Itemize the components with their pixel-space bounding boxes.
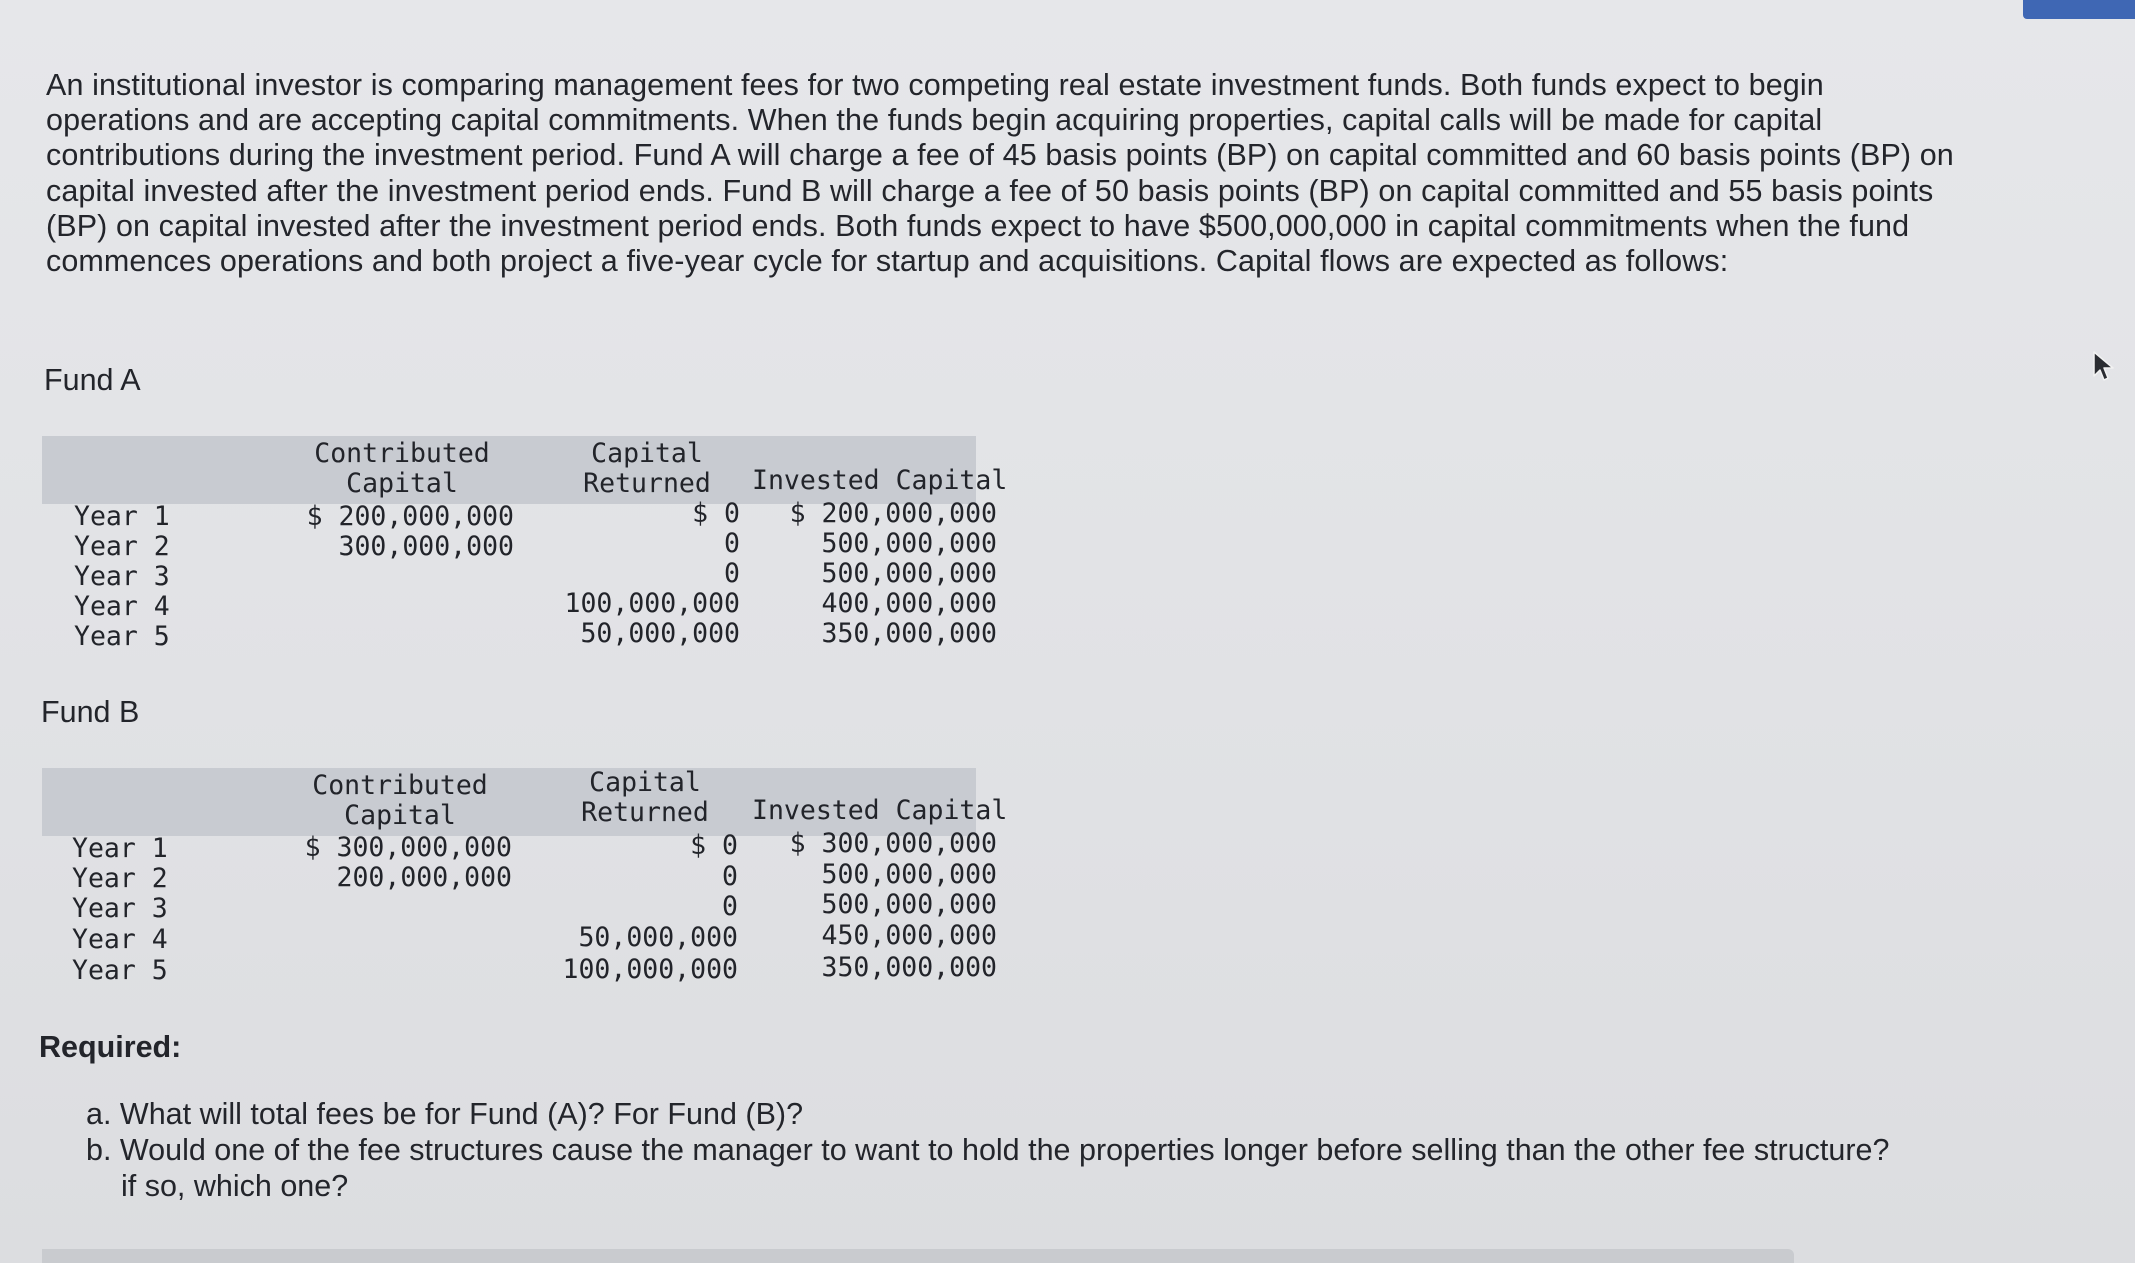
required-heading: Required: — [39, 1030, 182, 1064]
fund-b-returned-cell: 50,000,000 — [578, 922, 738, 953]
fund-b-year-cell: Year 1 — [72, 833, 168, 864]
fund-a-year-cell: Year 5 — [74, 621, 170, 652]
mouse-pointer-icon — [2092, 350, 2118, 382]
fund-a-header-contributed-line1: Contributed — [314, 438, 490, 469]
fund-a-returned-cell: 0 — [724, 528, 740, 559]
fund-a-returned-cell: 100,000,000 — [564, 588, 740, 619]
top-accent-bar — [2023, 0, 2135, 19]
fund-b-invested-cell: $ 300,000,000 — [789, 828, 997, 859]
fund-b-table — [42, 767, 1008, 988]
fund-a-returned-cell: 0 — [724, 558, 740, 589]
fund-b-returned-cell: $ 0 — [690, 830, 738, 861]
fund-b-year-cell: Year 3 — [72, 893, 168, 924]
fund-a-header-invested: Invested Capital — [752, 465, 1008, 496]
fund-b-returned-cell: 100,000,000 — [562, 954, 738, 985]
fund-a-contributed-cell: $ 200,000,000 — [306, 501, 514, 532]
fund-a-contributed-cell: 300,000,000 — [338, 531, 514, 562]
required-questions — [86, 1096, 1906, 1204]
fund-b-header-contributed-line2: Capital — [344, 800, 456, 831]
fund-b-header-invested: Invested Capital — [752, 795, 1008, 826]
fund-a-invested-cell: 500,000,000 — [821, 558, 997, 589]
problem-statement: An institutional investor is comparing management fees for two competing real estate investment funds. Both funds expect to begin operations and are accepting capital commitments. When the funds begin acquiring properties, capital calls will be made for capital contributions during the investment period. Fund A will charge a fee of 45 basis points (BP) on capital committed and 60 basis points (BP) on capital invested after the investment period ends. Fund B will charge a fee of 50 basis points (BP) on capital committed and 55 basis points (BP) on capital invested after the investment period ends. Both funds expect to have $500,000,000 in capital commitments when the fund commences operations and both project a five-year cycle for startup and acquisitions. Capital flows are expected as follows: — [46, 68, 1954, 279]
fund-b-invested-cell: 500,000,000 — [821, 859, 997, 890]
fund-b-invested-cell: 500,000,000 — [821, 889, 997, 920]
fund-b-header-contributed-line1: Contributed — [312, 770, 488, 801]
fund-b-header-returned-line1: Capital — [589, 767, 701, 798]
fund-b-label: Fund B — [41, 695, 140, 729]
fund-b-invested-cell: 350,000,000 — [821, 952, 997, 983]
fund-b-year-cell: Year 2 — [72, 863, 168, 894]
fund-b-contributed-cell: $ 300,000,000 — [304, 832, 512, 863]
question-b: b. Would one of the fee structures cause the manager to want to hold the properties longer before selling than the other fee structure? if so, which one? — [86, 1133, 1890, 1203]
fund-a-invested-cell: 350,000,000 — [821, 618, 997, 649]
fund-a-year-cell: Year 4 — [74, 591, 170, 622]
fund-a-year-cell: Year 3 — [74, 561, 170, 592]
fund-b-header-returned-line2: Returned — [581, 797, 709, 828]
fund-b-returned-cell: 0 — [722, 861, 738, 892]
fund-a-year-cell: Year 2 — [74, 531, 170, 562]
fund-a-returned-cell: 50,000,000 — [580, 618, 740, 649]
fund-b-invested-cell: 450,000,000 — [821, 920, 997, 951]
bottom-panel-edge — [42, 1249, 1794, 1263]
fund-a-returned-cell: $ 0 — [692, 498, 740, 529]
fund-a-invested-cell: 400,000,000 — [821, 588, 997, 619]
fund-a-invested-cell: $ 200,000,000 — [789, 498, 997, 529]
fund-a-label: Fund A — [44, 363, 141, 397]
fund-a-header-contributed-line2: Capital — [346, 468, 458, 499]
fund-b-contributed-cell: 200,000,000 — [336, 862, 512, 893]
fund-b-returned-cell: 0 — [722, 891, 738, 922]
fund-b-year-cell: Year 4 — [72, 924, 168, 955]
fund-b-year-cell: Year 5 — [72, 955, 168, 986]
fund-a-invested-cell: 500,000,000 — [821, 528, 997, 559]
question-a: a. What will total fees be for Fund (A)? For Fund (B)? — [86, 1097, 804, 1131]
fund-a-header-returned-line1: Capital — [591, 438, 703, 469]
fund-a-header-returned-line2: Returned — [583, 468, 711, 499]
fund-a-year-cell: Year 1 — [74, 501, 170, 532]
fund-a-table — [42, 436, 1008, 656]
